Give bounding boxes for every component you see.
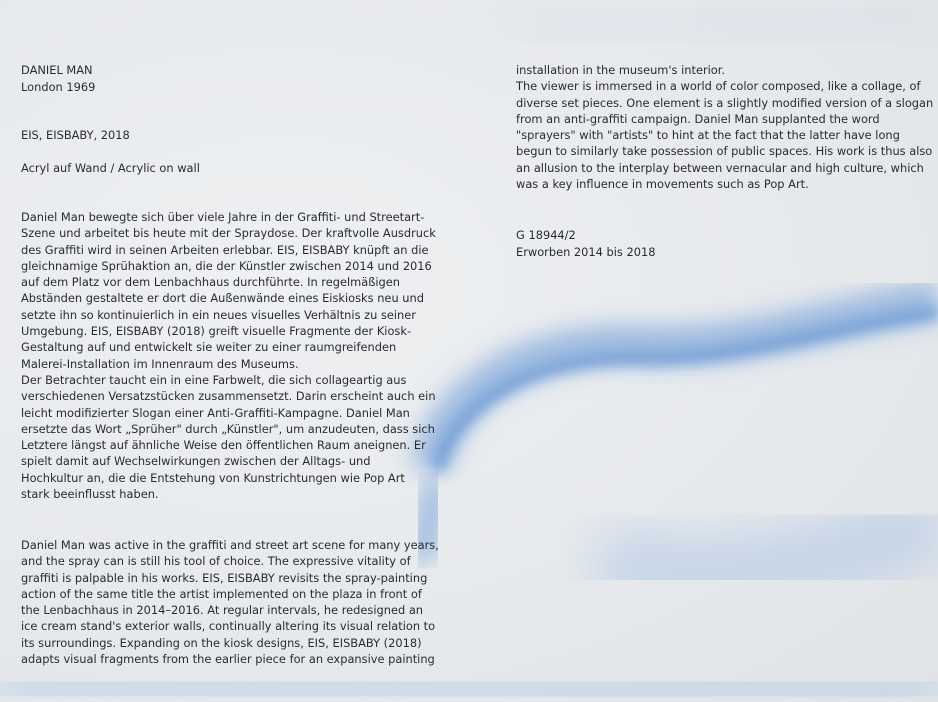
description-english-part-2: installation in the museum's interior. The viewer is immersed in a world of color composed, like a collage, of diverse set pieces. One element is a slightly modified version of a slogan from an anti-graffiti campaign. Daniel Man supplanted the word "sprayers" with "artists" to hint at the fact that the latter have long begun to similarly take possession of public spaces. His work is thus also an allusion to the interplay between vernacular and high culture, which was a key influence in movements such as Pop Art. — [516, 63, 934, 192]
artist-name: DANIEL MAN — [21, 63, 93, 77]
inventory-number: G 18944/2 — [516, 228, 576, 242]
description-german: Daniel Man bewegte sich über viele Jahre in der Graffiti- und Streetart- Szene und arbeitet bis heute mit der Spraydose. Der kraftvolle Ausdruck des Graffiti wird in seinen Arbeiten erlebbar. EIS, EISBABY knüpft an die gleichnamige Sprühaktion an, die der Künstler zwischen 2014 und 2016 auf dem Platz vor dem Lenbachhaus durchführte. In regelmäßigen Abständen gestaltete er dort die Außenwände eines Eiskiosks neu und setzte ihn so kontinuierlich in ein neues visuelles Verhältnis zu seiner Umgebung. EIS, EISBABY (2018) greift visuelle Fragmente der Kiosk- Gestaltung auf und entwickelt sie weiter zu einer raumgreifenden Malerei-Installation im Innenraum des Museums. Der Betrachter taucht ein in eine Farbwelt, die sich collageartig aus verschiedenen Versatzstücken zusammensetzt. Darin erscheint auch ein leicht modifizierter Slogan einer Anti-Graffiti-Kampagne. Daniel Man ersetzte das Wort „Sprüher" durch „Künstler", um anzudeuten, dass sich Letztere längst auf ähnliche Weise den öffentlichen Raum aneignen. Er spielt damit auf Wechselwirkungen zwischen der Alltags- und Hochkultur an, die die Entstehung von Kunstrichtungen wie Pop Art stark beeinflusst haben. — [21, 210, 436, 502]
description-english-part-1: Daniel Man was active in the graffiti and street art scene for many years, and the spray can is still his tool of choice. The expressive vitality of graffiti is palpable in his works. EIS, EISBABY revisits the spray-painting action of the same title the artist implemented on the plaza in front of the Lenbachhaus in 2014–2016. At regular intervals, he redesigned an ice cream stand's exterior walls, continually altering its visual relation to its surroundings. Expanding on the kiosk designs, EIS, EISBABY (2018) adapts visual fragments from the earlier piece for an expansive painting — [21, 538, 439, 667]
artist-birth: London 1969 — [21, 80, 96, 94]
artwork-medium: Acryl auf Wand / Acrylic on wall — [21, 161, 200, 175]
acquisition-note: Erworben 2014 bis 2018 — [516, 245, 656, 259]
artwork-title: EIS, EISBABY, 2018 — [21, 128, 130, 142]
